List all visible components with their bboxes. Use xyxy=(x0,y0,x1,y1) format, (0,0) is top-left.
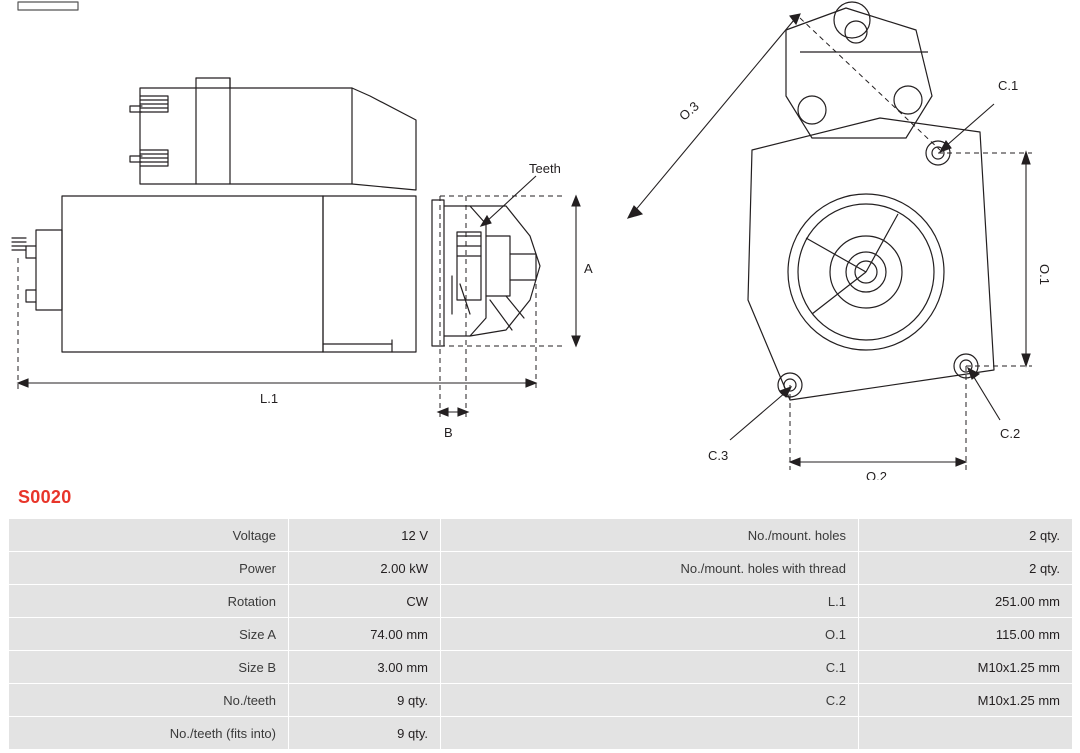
label-c1: C.1 xyxy=(998,78,1019,93)
spec-label: No./teeth (fits into) xyxy=(9,717,289,750)
spec-value: 74.00 mm xyxy=(289,618,441,651)
part-code: S0020 xyxy=(18,487,72,507)
spec-label: L.1 xyxy=(441,585,859,618)
spec-label: Size B xyxy=(9,651,289,684)
spec-value: 3.00 mm xyxy=(289,651,441,684)
spec-label: No./teeth xyxy=(9,684,289,717)
table-row xyxy=(9,717,1073,750)
spec-value: 12 V xyxy=(289,519,441,552)
table-row xyxy=(9,519,1073,552)
label-teeth: Teeth xyxy=(529,161,561,176)
spec-value: 2 qty. xyxy=(859,519,1073,552)
label-b: B xyxy=(444,425,453,440)
spec-value: M10x1.25 mm xyxy=(859,684,1073,717)
spec-label: Size A xyxy=(9,618,289,651)
table-row xyxy=(9,552,1073,585)
spec-label: C.2 xyxy=(441,684,859,717)
spec-value xyxy=(859,717,1073,750)
label-c3: C.3 xyxy=(708,448,729,463)
label-o3: O.3 xyxy=(676,98,702,124)
specifications-table xyxy=(8,518,1073,750)
table-row xyxy=(9,651,1073,684)
table-row xyxy=(9,618,1073,651)
spec-value: 251.00 mm xyxy=(859,585,1073,618)
table-row xyxy=(9,684,1073,717)
spec-label: Power xyxy=(9,552,289,585)
label-o1: O.1 xyxy=(1037,264,1052,285)
table-row xyxy=(9,585,1073,618)
spec-value: 115.00 mm xyxy=(859,618,1073,651)
label-a: A xyxy=(584,261,593,276)
spec-label: O.1 xyxy=(441,618,859,651)
spec-value: CW xyxy=(289,585,441,618)
spec-label: No./mount. holes with thread xyxy=(441,552,859,585)
spec-value: 2.00 kW xyxy=(289,552,441,585)
spec-label: No./mount. holes xyxy=(441,519,859,552)
spec-value: 9 qty. xyxy=(289,684,441,717)
spec-value: M10x1.25 mm xyxy=(859,651,1073,684)
spec-label xyxy=(441,717,859,750)
spec-label: C.1 xyxy=(441,651,859,684)
spec-label: Rotation xyxy=(9,585,289,618)
label-l1: L.1 xyxy=(260,391,279,406)
label-o2: O.2 xyxy=(866,469,887,480)
spec-value: 2 qty. xyxy=(859,552,1073,585)
spec-label: Voltage xyxy=(9,519,289,552)
spec-value: 9 qty. xyxy=(289,717,441,750)
label-c2: C.2 xyxy=(1000,426,1021,441)
